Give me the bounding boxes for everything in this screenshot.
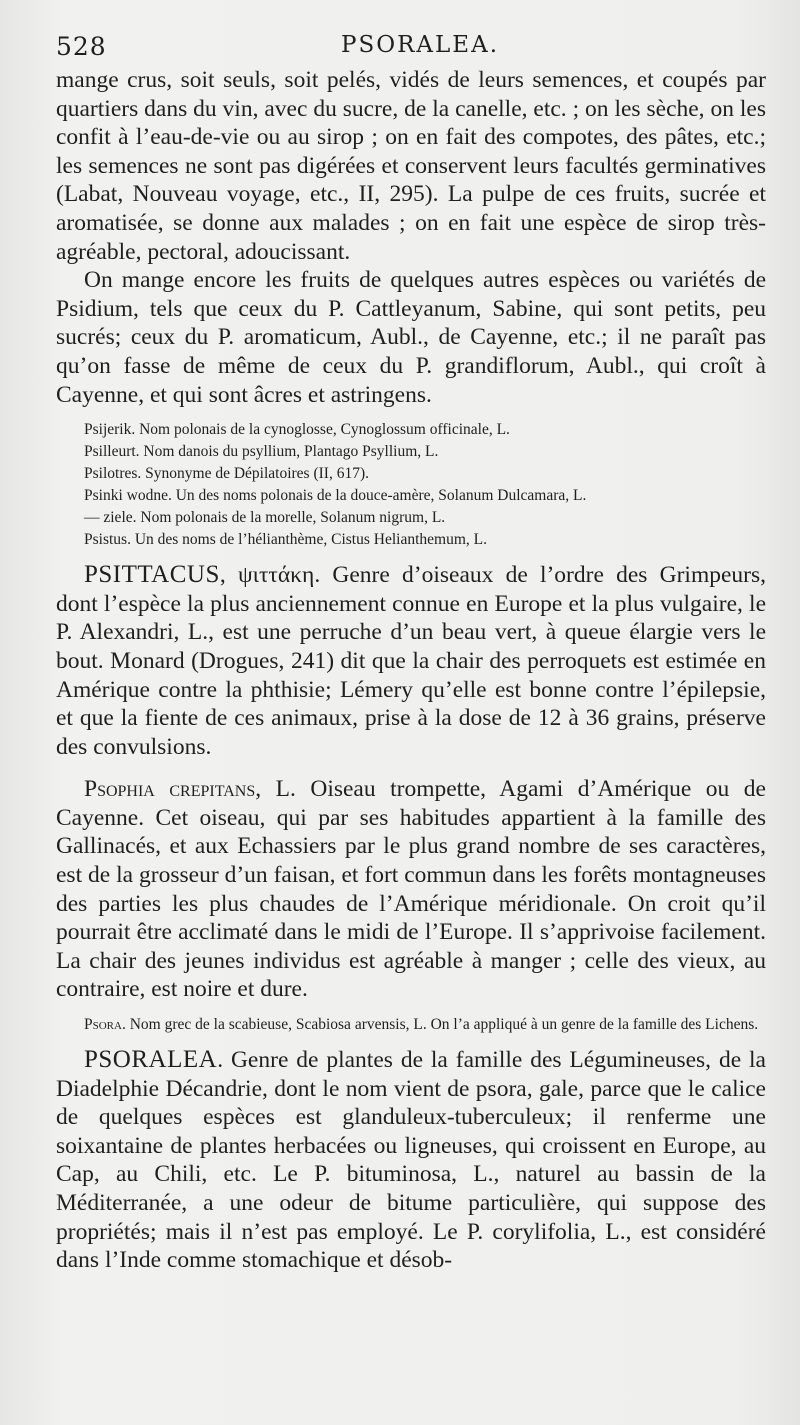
entry-psophia: [56, 775, 766, 1004]
psoralea-text: . Genre de plantes de la famille des Légumineuses, de la Diadelphie Décandrie, dont le nom vient de psora, gale, parce que le calice de quelques espèces est glanduleux-tuberculeux; il renferme une soixantaine de plantes herbacées ou ligneuses, qui croissent en Europe, au Cap, au Chili, etc. Le P. bituminosa, L., naturel au bassin de la Méditerranée, a une odeur de bitume particulière, qui suppose des propriétés; mais il n’est pas employé. Le P. corylifolia, L., est considéré dans l’Inde comme stomachique et désob-: [56, 1047, 766, 1274]
psora-text: . Nom grec de la scabieuse, Scabiosa arvensis, L. On l’a appliqué à un genre de la famille des Lichens.: [121, 1016, 759, 1034]
psophia-text: , L. Oiseau trompette, Agami d’Amérique ou de Cayenne. Cet oiseau, qui par ses habitudes appartient à la famille des Gallinacés, et aux Echassiers par le plus grand nombre de ses caractères, est de la grosseur d’un faisan, et fort commun dans les forêts montagneuses des parties les plus chaudes de l’Amérique méridionale. On croit qu’il pourrait être acclimaté dans le midi de l’Europe. Il s’apprivoise facilement. La chair des jeunes individus est agréable à manger ; celle des vieux, au contraire, est noire et dure.: [56, 776, 766, 1003]
greek-word: ψιττάκη: [237, 562, 315, 589]
headword-psora: Psora: [84, 1016, 122, 1034]
entry-psistus: Psistus. Un des noms de l’hélianthème, Cistus Helianthemum, L.: [84, 531, 487, 549]
page-header: [56, 32, 756, 62]
small-entries: [56, 419, 766, 551]
paragraph-psidium: On mange encore les fruits de quelques autres espèces ou variétés de Psidium, tels que ceux du P. Cattleyanum, Sabine, qui sont petits, peu sucrés; ceux du P. aromaticum, Aubl., de Cayenne, etc.; il ne paraît pas qu’on fasse de même de ceux du P. grandiflorum, Aubl., qui croît à Cayenne, et qui sont âcres et astringens.: [56, 267, 766, 408]
entry-psilleurt: Psilleurt. Nom danois du psyllium, Plantago Psyllium, L.: [84, 443, 439, 461]
paragraph-continuation: mange crus, soit seuls, soit pelés, vidés de leurs semences, et coupés par quartiers dans du vin, avec du sucre, de la canelle, etc. ; on les sèche, on les confit à l’eau-de-vie ou au sirop ; on en fait des compotes, des pâtes, etc.; les semences ne sont pas digérées et conservent leurs facultés germinatives (Labat, Nouveau voyage, etc., II, 295). La pulpe de ces fruits, sucrée et aromatisée, se donne aux malades ; on en fait une espèce de sirop très-agréable, pectoral, adoucissant.: [56, 67, 766, 265]
headword-psoralea: PSORALEA: [84, 1046, 218, 1074]
entry-psinki-wodne: Psinki wodne. Un des noms polonais de la douce-amère, Solanum Dulcamara, L.: [84, 487, 587, 505]
entry-psilotres: Psilotres. Synonyme de Dépilatoires (II, 617).: [84, 465, 369, 483]
headword-psittacus: PSITTACUS: [84, 561, 220, 589]
entry-psittacus: PSITTACUS, ψιττάκη. Genre d’oiseaux de l’ordre des Grimpeurs, dont l’espèce la plus anciennement connue en Europe et la plus vulgaire, le P. Alexandri, L., est une perruche d’un beau vert, à queue élargie vers le bout. Monard (Drogues, 241) dit que la chair des perroquets est estimée en Amérique contre la phthisie; Lémery qu’elle est bonne contre l’épilepsie, et que la fiente de ces animaux, prise à la dose de 12 à 36 grains, préserve des convulsions.: [56, 561, 767, 760]
entry-psinki-ziele: — ziele. Nom polonais de la morelle, Solanum nigrum, L.: [84, 509, 446, 527]
running-head: PSORALEA.: [341, 32, 499, 58]
entry-psoralea: [56, 1046, 766, 1275]
psittacus-text: . Genre d’oiseaux de l’ordre des Grimpeurs, dont l’espèce la plus anciennement connue en Europe et la plus vulgaire, le P. Alexandri, L., est une perruche d’un beau vert, à queue élargie vers le bout. Monard (Drogues, 241) dit que la chair des perroquets est estimée en Amérique contre la phthisie; Lémery qu’elle est bonne contre l’épilepsie, et que la fiente de ces animaux, prise à la dose de 12 à 36 grains, préserve des convulsions.: [56, 562, 767, 760]
page-body: [56, 66, 766, 1275]
headword-psophia: Psophia crepitans: [84, 776, 256, 803]
entry-psora: [56, 1014, 766, 1036]
entry-psijerik: Psijerik. Nom polonais de la cynoglosse, Cynoglossum officinale, L.: [84, 421, 510, 439]
page-number: 528: [56, 32, 107, 61]
